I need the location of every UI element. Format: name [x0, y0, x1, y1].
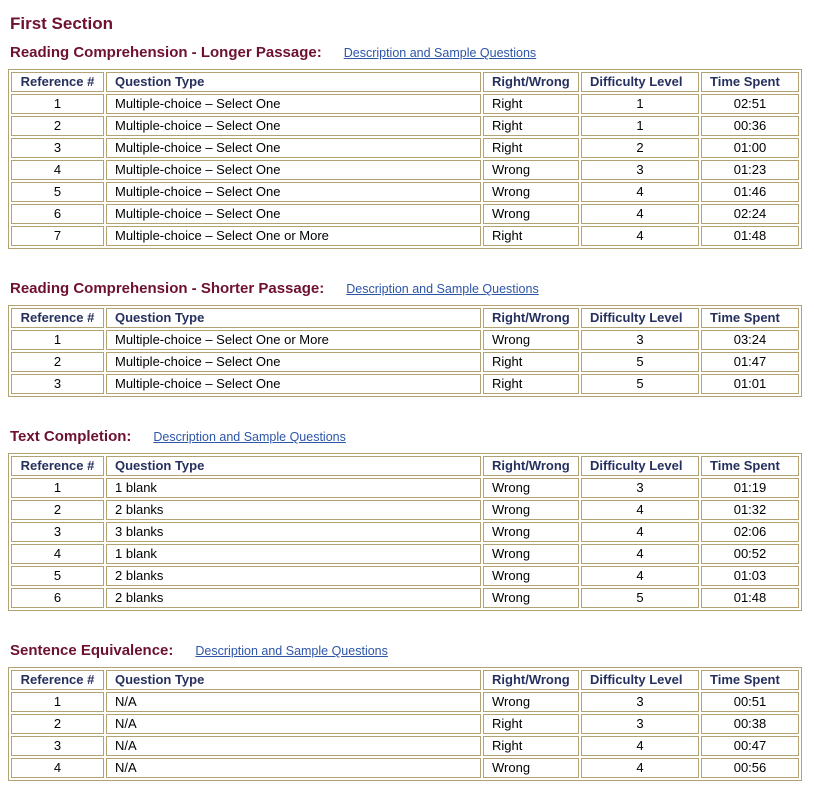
- cell-question-type: 3 blanks: [106, 522, 481, 542]
- question-section: [8, 642, 806, 781]
- cell-difficulty: 4: [581, 226, 699, 246]
- description-sample-questions-link[interactable]: Description and Sample Questions: [343, 46, 537, 60]
- cell-right-wrong: Wrong: [483, 478, 579, 498]
- column-header: Time Spent: [701, 670, 799, 690]
- cell-reference: 3: [11, 736, 104, 756]
- cell-time-spent: 00:56: [701, 758, 799, 778]
- table-head: [11, 308, 799, 328]
- cell-question-type: N/A: [106, 692, 481, 712]
- column-header: Question Type: [106, 308, 481, 328]
- cell-reference: 2: [11, 352, 104, 372]
- section-heading-row: [10, 428, 806, 445]
- header-row: [11, 72, 799, 92]
- cell-right-wrong: Right: [483, 116, 579, 136]
- description-sample-questions-link[interactable]: Description and Sample Questions: [153, 430, 346, 444]
- cell-time-spent: 00:38: [701, 714, 799, 734]
- cell-right-wrong: Right: [483, 374, 579, 394]
- table-body: [11, 478, 799, 608]
- question-section: [8, 44, 806, 249]
- column-header: Right/Wrong: [483, 72, 579, 92]
- header-row: [11, 308, 799, 328]
- column-header: Right/Wrong: [483, 308, 579, 328]
- cell-question-type: 2 blanks: [106, 566, 481, 586]
- results-table: [8, 667, 802, 781]
- cell-right-wrong: Wrong: [483, 758, 579, 778]
- cell-question-type: Multiple-choice – Select One: [106, 374, 481, 394]
- table-row: [11, 94, 799, 114]
- cell-reference: 3: [11, 374, 104, 394]
- column-header: Time Spent: [701, 72, 799, 92]
- cell-difficulty: 5: [581, 588, 699, 608]
- cell-time-spent: 00:51: [701, 692, 799, 712]
- table-head: [11, 456, 799, 476]
- cell-reference: 7: [11, 226, 104, 246]
- cell-reference: 2: [11, 116, 104, 136]
- table-body: [11, 330, 799, 394]
- cell-question-type: N/A: [106, 736, 481, 756]
- results-table: [8, 69, 802, 249]
- table-row: [11, 182, 799, 202]
- column-header: Question Type: [106, 670, 481, 690]
- cell-time-spent: 02:06: [701, 522, 799, 542]
- cell-difficulty: 1: [581, 116, 699, 136]
- cell-reference: 1: [11, 692, 104, 712]
- cell-question-type: Multiple-choice – Select One: [106, 352, 481, 372]
- section-heading-row: [10, 642, 806, 659]
- description-sample-questions-link[interactable]: Description and Sample Questions: [195, 644, 388, 658]
- table-row: [11, 116, 799, 136]
- cell-reference: 4: [11, 544, 104, 564]
- cell-right-wrong: Right: [483, 714, 579, 734]
- table-head: [11, 670, 799, 690]
- cell-right-wrong: Wrong: [483, 160, 579, 180]
- section-heading: Reading Comprehension - Longer Passage:: [10, 44, 322, 61]
- table-row: [11, 330, 799, 350]
- cell-question-type: 2 blanks: [106, 588, 481, 608]
- table-row: [11, 226, 799, 246]
- header-row: [11, 670, 799, 690]
- cell-difficulty: 4: [581, 204, 699, 224]
- cell-difficulty: 4: [581, 522, 699, 542]
- table-body: [11, 94, 799, 246]
- table-row: [11, 138, 799, 158]
- column-header: Right/Wrong: [483, 670, 579, 690]
- cell-right-wrong: Wrong: [483, 500, 579, 520]
- table-row: [11, 352, 799, 372]
- table-row: [11, 522, 799, 542]
- cell-right-wrong: Wrong: [483, 588, 579, 608]
- table-row: [11, 478, 799, 498]
- question-section: [8, 280, 806, 397]
- header-row: [11, 456, 799, 476]
- cell-question-type: Multiple-choice – Select One: [106, 138, 481, 158]
- cell-time-spent: 03:24: [701, 330, 799, 350]
- sections-root: [8, 44, 806, 781]
- cell-time-spent: 01:47: [701, 352, 799, 372]
- cell-time-spent: 02:51: [701, 94, 799, 114]
- cell-difficulty: 3: [581, 160, 699, 180]
- cell-right-wrong: Right: [483, 138, 579, 158]
- column-header: Time Spent: [701, 308, 799, 328]
- cell-time-spent: 01:00: [701, 138, 799, 158]
- cell-question-type: 2 blanks: [106, 500, 481, 520]
- cell-difficulty: 5: [581, 352, 699, 372]
- column-header: Difficulty Level: [581, 308, 699, 328]
- cell-right-wrong: Wrong: [483, 566, 579, 586]
- column-header: Reference #: [11, 72, 104, 92]
- page-title: First Section: [10, 14, 113, 33]
- section-heading-row: [10, 44, 806, 61]
- cell-reference: 5: [11, 566, 104, 586]
- cell-right-wrong: Wrong: [483, 522, 579, 542]
- column-header: Question Type: [106, 456, 481, 476]
- results-table: [8, 305, 802, 397]
- column-header: Reference #: [11, 308, 104, 328]
- table-head: [11, 72, 799, 92]
- cell-right-wrong: Wrong: [483, 204, 579, 224]
- cell-question-type: Multiple-choice – Select One or More: [106, 330, 481, 350]
- cell-time-spent: 01:46: [701, 182, 799, 202]
- table-row: [11, 692, 799, 712]
- table-row: [11, 500, 799, 520]
- section-heading: Sentence Equivalence:: [10, 642, 174, 659]
- section-heading-row: [10, 280, 806, 297]
- table-row: [11, 566, 799, 586]
- cell-reference: 1: [11, 94, 104, 114]
- cell-difficulty: 3: [581, 692, 699, 712]
- column-header: Difficulty Level: [581, 456, 699, 476]
- cell-reference: 4: [11, 160, 104, 180]
- cell-right-wrong: Right: [483, 736, 579, 756]
- cell-question-type: Multiple-choice – Select One: [106, 182, 481, 202]
- cell-time-spent: 02:24: [701, 204, 799, 224]
- cell-reference: 5: [11, 182, 104, 202]
- cell-reference: 1: [11, 330, 104, 350]
- cell-right-wrong: Right: [483, 352, 579, 372]
- cell-time-spent: 01:48: [701, 588, 799, 608]
- cell-time-spent: 01:48: [701, 226, 799, 246]
- cell-question-type: Multiple-choice – Select One: [106, 204, 481, 224]
- column-header: Right/Wrong: [483, 456, 579, 476]
- cell-difficulty: 4: [581, 758, 699, 778]
- table-row: [11, 758, 799, 778]
- cell-right-wrong: Right: [483, 226, 579, 246]
- cell-time-spent: 01:32: [701, 500, 799, 520]
- table-body: [11, 692, 799, 778]
- cell-reference: 4: [11, 758, 104, 778]
- cell-question-type: N/A: [106, 714, 481, 734]
- cell-time-spent: 00:52: [701, 544, 799, 564]
- column-header: Difficulty Level: [581, 670, 699, 690]
- question-section: [8, 428, 806, 611]
- table-row: [11, 714, 799, 734]
- cell-right-wrong: Wrong: [483, 544, 579, 564]
- table-row: [11, 588, 799, 608]
- cell-reference: 6: [11, 588, 104, 608]
- cell-question-type: Multiple-choice – Select One or More: [106, 226, 481, 246]
- cell-right-wrong: Right: [483, 94, 579, 114]
- column-header: Difficulty Level: [581, 72, 699, 92]
- results-table: [8, 453, 802, 611]
- cell-time-spent: 00:47: [701, 736, 799, 756]
- cell-difficulty: 3: [581, 330, 699, 350]
- cell-reference: 1: [11, 478, 104, 498]
- cell-right-wrong: Wrong: [483, 182, 579, 202]
- cell-difficulty: 4: [581, 544, 699, 564]
- table-row: [11, 374, 799, 394]
- cell-time-spent: 01:03: [701, 566, 799, 586]
- cell-question-type: 1 blank: [106, 478, 481, 498]
- column-header: Time Spent: [701, 456, 799, 476]
- cell-time-spent: 00:36: [701, 116, 799, 136]
- cell-difficulty: 4: [581, 500, 699, 520]
- cell-difficulty: 4: [581, 566, 699, 586]
- cell-reference: 2: [11, 714, 104, 734]
- cell-difficulty: 3: [581, 478, 699, 498]
- cell-time-spent: 01:19: [701, 478, 799, 498]
- cell-reference: 3: [11, 138, 104, 158]
- cell-question-type: Multiple-choice – Select One: [106, 160, 481, 180]
- cell-time-spent: 01:01: [701, 374, 799, 394]
- cell-right-wrong: Wrong: [483, 692, 579, 712]
- cell-reference: 2: [11, 500, 104, 520]
- cell-question-type: N/A: [106, 758, 481, 778]
- cell-time-spent: 01:23: [701, 160, 799, 180]
- table-row: [11, 204, 799, 224]
- section-heading: Reading Comprehension - Shorter Passage:: [10, 280, 325, 297]
- cell-question-type: 1 blank: [106, 544, 481, 564]
- cell-difficulty: 4: [581, 182, 699, 202]
- cell-difficulty: 2: [581, 138, 699, 158]
- column-header: Reference #: [11, 670, 104, 690]
- table-row: [11, 736, 799, 756]
- cell-difficulty: 4: [581, 736, 699, 756]
- column-header: Question Type: [106, 72, 481, 92]
- section-heading: Text Completion:: [10, 428, 132, 445]
- cell-reference: 3: [11, 522, 104, 542]
- table-row: [11, 160, 799, 180]
- cell-difficulty: 3: [581, 714, 699, 734]
- column-header: Reference #: [11, 456, 104, 476]
- description-sample-questions-link[interactable]: Description and Sample Questions: [346, 282, 539, 296]
- cell-difficulty: 5: [581, 374, 699, 394]
- cell-right-wrong: Wrong: [483, 330, 579, 350]
- cell-question-type: Multiple-choice – Select One: [106, 116, 481, 136]
- cell-question-type: Multiple-choice – Select One: [106, 94, 481, 114]
- cell-difficulty: 1: [581, 94, 699, 114]
- cell-reference: 6: [11, 204, 104, 224]
- table-row: [11, 544, 799, 564]
